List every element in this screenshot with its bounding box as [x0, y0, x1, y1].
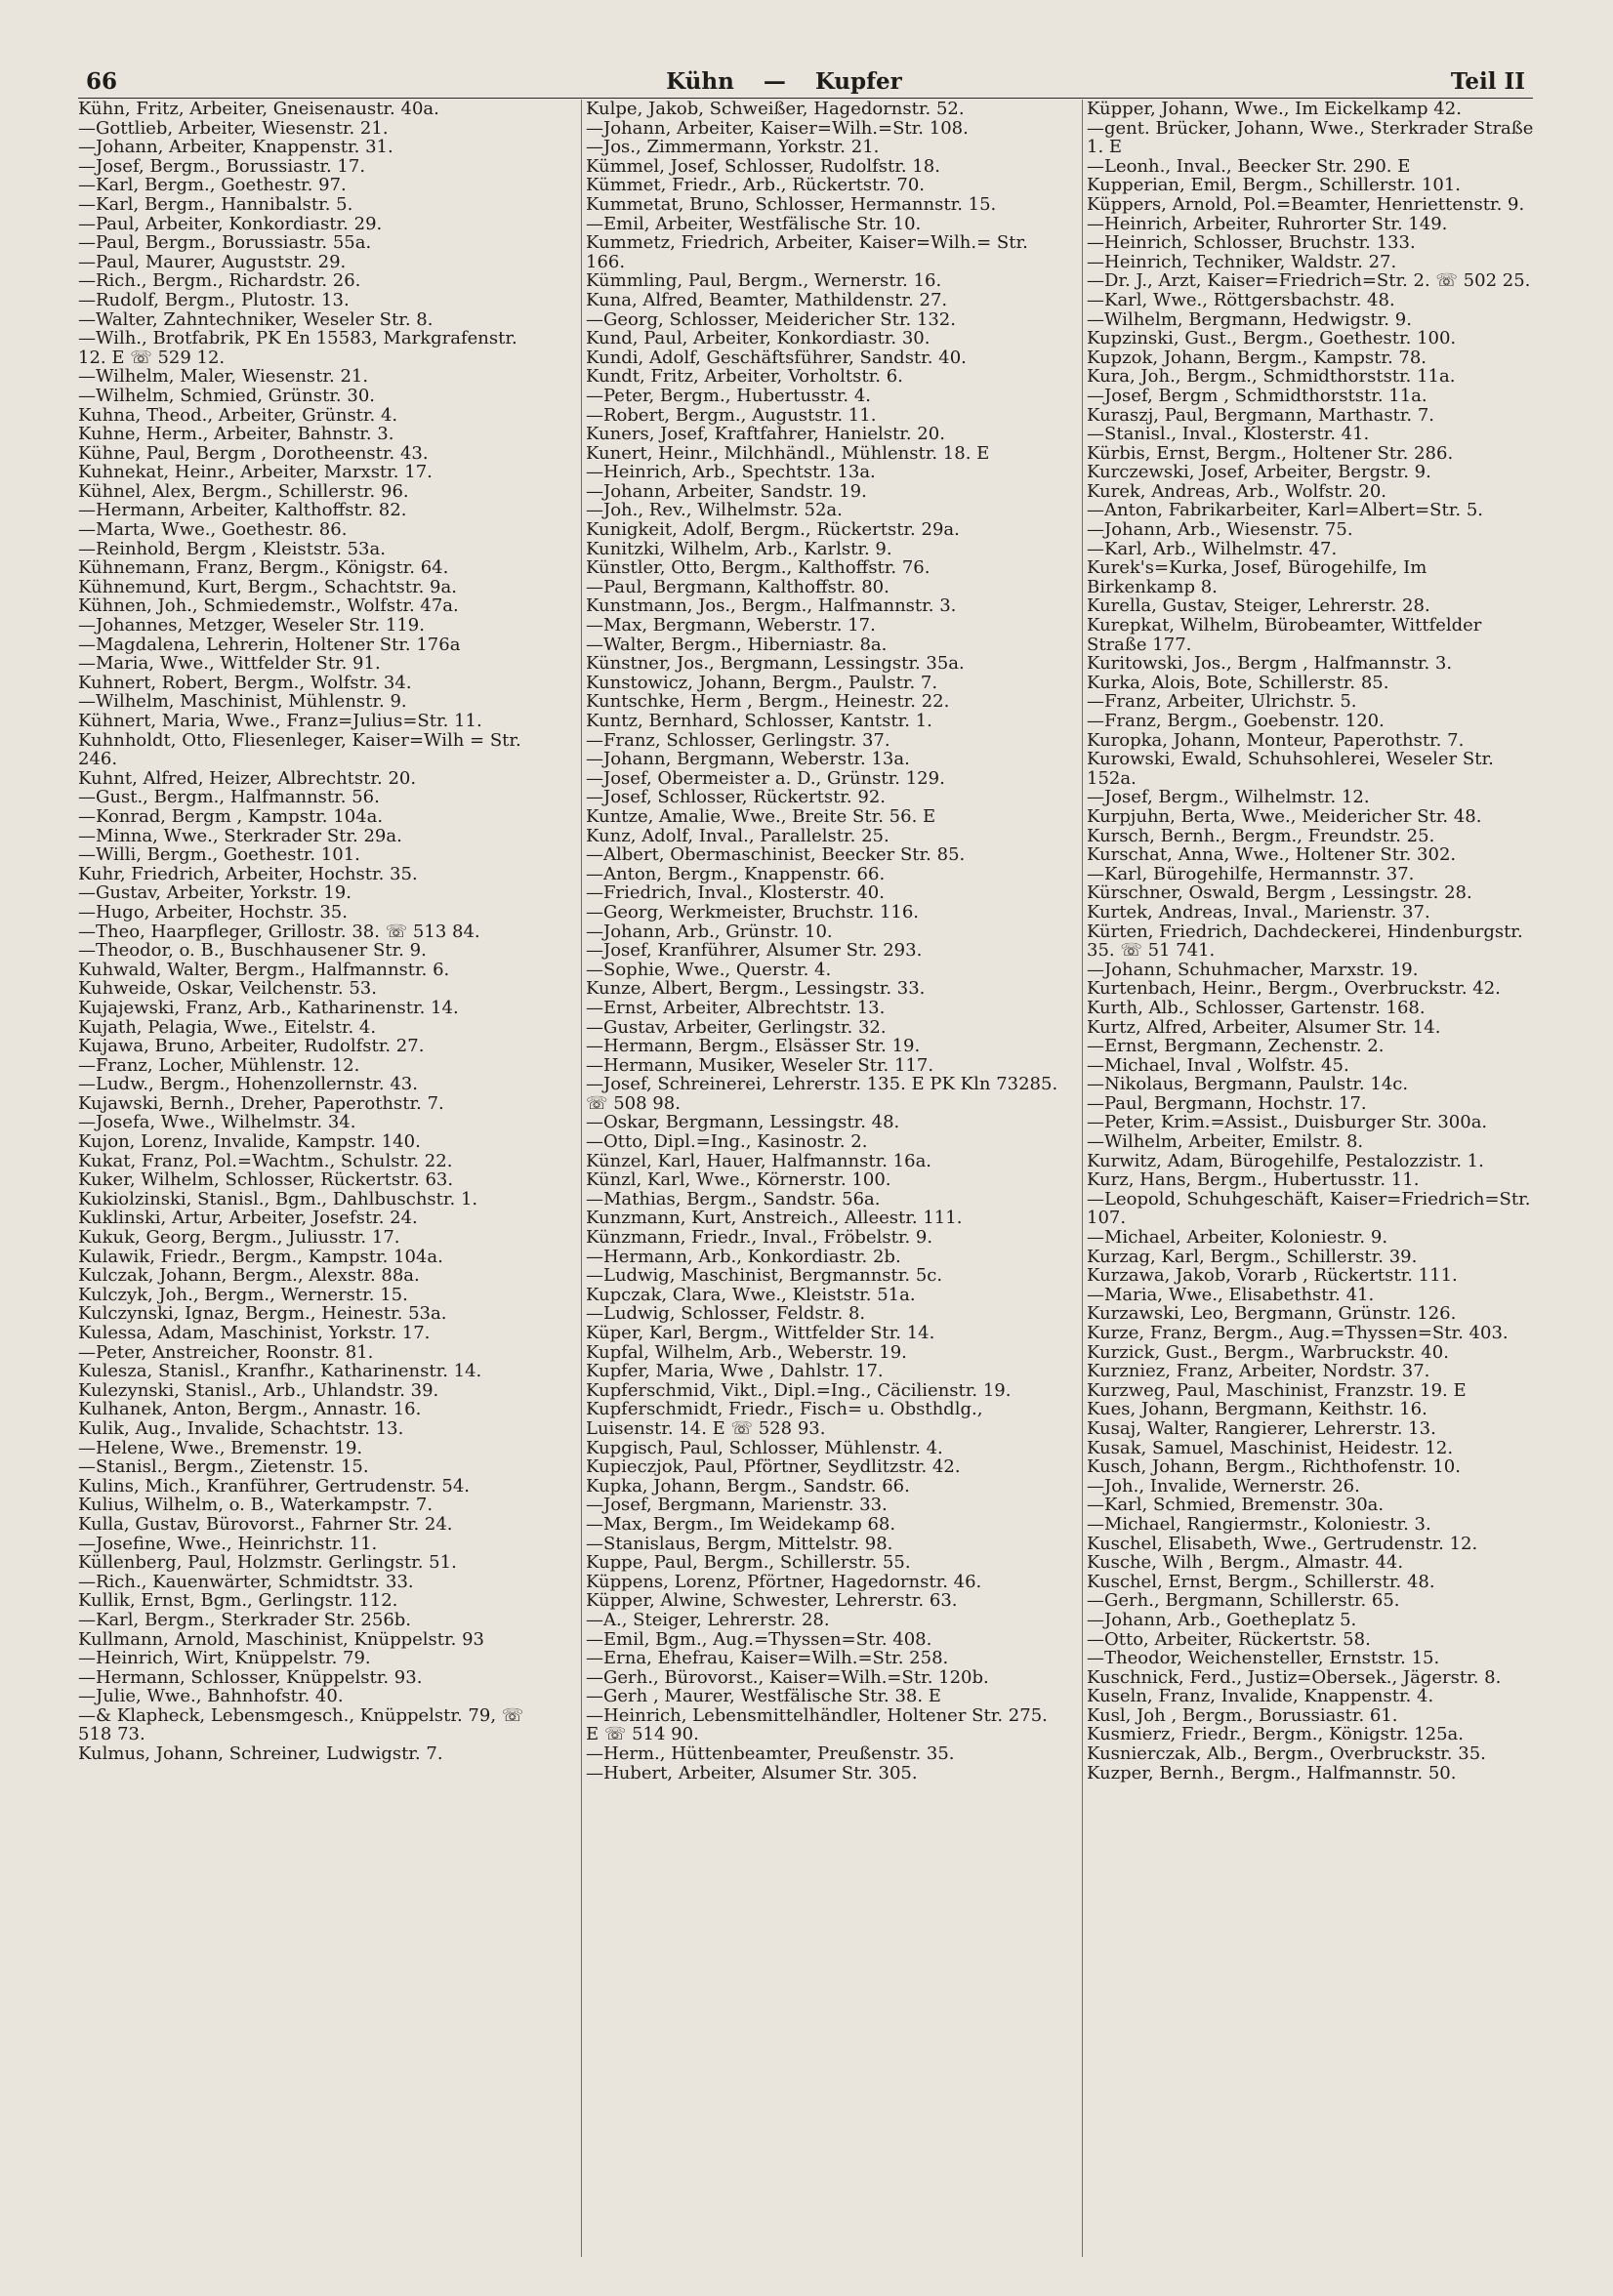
directory-entry: —Mathias, Bergm., Sandstr. 56a.	[586, 1188, 881, 1210]
directory-entry: Kürbis, Ernst, Bergm., Holtener Str. 286.	[1087, 442, 1454, 464]
directory-entry: Küper, Karl, Bergm., Wittfelder Str. 14.	[586, 1323, 935, 1343]
directory-entry: Kurzawski, Leo, Bergmann, Grünstr. 126.	[1087, 1303, 1457, 1325]
directory-entry: —A., Steiger, Lehrerstr. 28.	[586, 1609, 830, 1630]
directory-entry: —Stanislaus, Bergm, Mittelstr. 98.	[586, 1533, 893, 1554]
directory-entry: Kummetz, Friedrich, Arbeiter, Kaiser=Wilh.= Str. 166.	[586, 232, 1028, 272]
directory-entry: Kurtenbach, Heinr., Bergm., Overbruckstr. 42.	[1087, 978, 1501, 1000]
directory-entry: Kuntschke, Herm , Bergm., Heinestr. 22.	[586, 691, 950, 713]
directory-entry: Kues, Johann, Bergmann, Keithstr. 16.	[1087, 1399, 1427, 1420]
directory-entry: —Herm., Hüttenbeamter, Preußenstr. 35.	[586, 1743, 955, 1765]
directory-entry: Kuropka, Johann, Monteur, Paperothstr. 7.	[1087, 729, 1465, 751]
directory-entry: —Otto, Dipl.=Ing., Kasinostr. 2.	[586, 1131, 868, 1153]
directory-entry: Kunz, Adolf, Inval., Parallelstr. 25.	[586, 825, 889, 846]
directory-entry: Kuhnholdt, Otto, Fliesenleger, Kaiser=Wilh = Str. 246.	[78, 729, 521, 770]
directory-entry: —Heinrich, Techniker, Waldstr. 27.	[1087, 251, 1397, 272]
directory-entry: —Max, Bergm., Im Weidekamp 68.	[586, 1513, 896, 1535]
column-2	[581, 100, 1064, 2257]
directory-entry: Kurzweg, Paul, Maschinist, Franzstr. 19. E	[1087, 1379, 1467, 1401]
directory-entry: Kurtek, Andreas, Inval., Marienstr. 37.	[1087, 901, 1430, 922]
directory-entry: Kuschel, Ernst, Bergm., Schillerstr. 48.	[1087, 1571, 1435, 1592]
directory-entry: —Rich., Kauenwärter, Schmidtstr. 33.	[78, 1571, 414, 1592]
directory-entry: —Theodor, Weichensteller, Ernststr. 15.	[1087, 1648, 1440, 1669]
directory-entry: —Karl, Schmied, Bremenstr. 30a.	[1087, 1495, 1385, 1516]
directory-entry: —Robert, Bergm., Auguststr. 11.	[586, 404, 877, 426]
directory-entry: —Albert, Obermaschinist, Beecker Str. 85.	[586, 844, 966, 866]
directory-entry: Kuschel, Elisabeth, Wwe., Gertrudenstr. 12.	[1087, 1533, 1478, 1554]
directory-entry: —Josef, Kranführer, Alsumer Str. 293.	[586, 940, 923, 962]
directory-entry: —Heinrich, Arb., Spechtstr. 13a.	[586, 462, 876, 483]
directory-entry: Kupieczjok, Paul, Pförtner, Seydlitzstr. 42.	[586, 1456, 961, 1478]
directory-entry: Kühnemann, Franz, Bergm., Königstr. 64.	[78, 557, 449, 579]
directory-entry: Kühnel, Alex, Bergm., Schillerstr. 96.	[78, 480, 409, 502]
directory-entry: Kujath, Pelagia, Wwe., Eitelstr. 4.	[78, 1016, 377, 1038]
directory-entry: —Johann, Schuhmacher, Marxstr. 19.	[1087, 959, 1419, 980]
directory-entry: Kulius, Wilhelm, o. B., Waterkampstr. 7.	[78, 1495, 434, 1516]
directory-entry: —Gerh., Bergmann, Schillerstr. 65.	[1087, 1590, 1400, 1612]
directory-entry: —Magdalena, Lehrerin, Holtener Str. 176a	[78, 634, 461, 655]
directory-entry: Künzel, Karl, Hauer, Halfmannstr. 16a.	[586, 1150, 932, 1171]
directory-entry: Kurschat, Anna, Wwe., Holtener Str. 302.	[1087, 844, 1457, 866]
directory-entry: Kurella, Gustav, Steiger, Lehrerstr. 28.	[1087, 595, 1430, 617]
directory-entry: —Josefine, Wwe., Heinrichstr. 11.	[78, 1533, 378, 1554]
directory-entry: —Heinrich, Arbeiter, Ruhrorter Str. 149.	[1087, 213, 1448, 234]
directory-entry: Kujajewski, Franz, Arb., Katharinenstr. 14.	[78, 997, 459, 1018]
directory-entry: Kuna, Alfred, Beamter, Mathildenstr. 27.	[586, 289, 948, 310]
directory-entry: Kurepkat, Wilhelm, Bürobeamter, Wittfelder Straße 177.	[1087, 615, 1482, 655]
directory-entry: Kusch, Johann, Bergm., Richthofenstr. 10.	[1087, 1456, 1461, 1478]
directory-entry: —Otto, Arbeiter, Rückertstr. 58.	[1087, 1628, 1371, 1650]
directory-entry: —Emil, Arbeiter, Westfälische Str. 10.	[586, 213, 922, 234]
directory-entry: —Gustav, Arbeiter, Yorkstr. 19.	[78, 882, 352, 904]
directory-entry: —Hermann, Bergm., Elsässer Str. 19.	[586, 1036, 921, 1057]
directory-entry: —Wilh., Brotfabrik, PK En 15583, Markgrafenstr. 12. E ☏ 529 12.	[78, 328, 517, 368]
directory-entry: Kulmus, Johann, Schreiner, Ludwigstr. 7.	[78, 1743, 443, 1765]
directory-entry: —Franz, Schlosser, Gerlingstr. 37.	[586, 729, 890, 751]
directory-entry: Kusnierczak, Alb., Bergm., Overbruckstr. 35.	[1087, 1743, 1486, 1765]
directory-entry: Kupferschmid, Vikt., Dipl.=Ing., Cäcilienstr. 19.	[586, 1379, 1012, 1401]
directory-entry: —Wilhelm, Schmied, Grünstr. 30.	[78, 385, 375, 406]
directory-entry: Küppens, Lorenz, Pförtner, Hagedornstr. 46.	[586, 1571, 982, 1592]
directory-entry: Kuklinski, Artur, Arbeiter, Josefstr. 24.	[78, 1208, 418, 1229]
directory-entry: —Hermann, Schlosser, Knüppelstr. 93.	[78, 1666, 423, 1688]
directory-entry: —Wilhelm, Maler, Wiesenstr. 21.	[78, 366, 369, 388]
directory-entry: Kulczynski, Ignaz, Bergm., Heinestr. 53a.	[78, 1303, 447, 1325]
directory-entry: —Georg, Werkmeister, Bruchstr. 116.	[586, 901, 920, 922]
page-number: 66	[86, 67, 118, 95]
directory-entry: —Hubert, Arbeiter, Alsumer Str. 305.	[586, 1762, 918, 1784]
directory-entry: —Johann, Arbeiter, Knappenstr. 31.	[78, 137, 393, 158]
directory-entry: —Josef, Obermeister a. D., Grünstr. 129.	[586, 767, 945, 789]
directory-entry: Kunitzki, Wilhelm, Arb., Karlstr. 9.	[586, 538, 892, 559]
directory-entry: —Sophie, Wwe., Querstr. 4.	[586, 959, 832, 980]
directory-entry: —Rich., Bergm., Richardstr. 26.	[78, 270, 361, 292]
directory-entry: —Johann, Bergmann, Weberstr. 13a.	[586, 749, 910, 770]
directory-entry: —Karl, Arb., Wilhelmstr. 47.	[1087, 538, 1338, 559]
directory-entry: Kusche, Wilh , Bergm., Almastr. 44.	[1087, 1552, 1404, 1574]
directory-entry: Kurzick, Gust., Bergm., Warbruckstr. 40.	[1087, 1341, 1449, 1363]
directory-entry: Kunzmann, Kurt, Anstreich., Alleestr. 111.	[586, 1208, 963, 1229]
directory-entry: Kupferschmidt, Friedr., Fisch= u. Obsthdlg., Luisenstr. 14. E ☏ 528 93.	[586, 1399, 983, 1439]
directory-entry: Kunigkeit, Adolf, Bergm., Rückertstr. 29a.	[586, 519, 960, 541]
range-start: Kühn	[666, 67, 734, 95]
directory-entry: Kühnen, Joh., Schmiedemstr., Wolfstr. 47a.	[78, 595, 459, 617]
directory-entry: —Minna, Wwe., Sterkrader Str. 29a.	[78, 825, 402, 846]
directory-entry: Kurz, Hans, Bergm., Hubertusstr. 11.	[1087, 1169, 1420, 1191]
directory-entry: Kümmel, Josef, Schlosser, Rudolfstr. 18.	[586, 155, 940, 177]
directory-entry: —Josef, Bergm , Schmidthorststr. 11a.	[1087, 385, 1427, 406]
directory-entry: —Nikolaus, Bergmann, Paulstr. 14c.	[1087, 1074, 1409, 1095]
directory-entry: Kuhnt, Alfred, Heizer, Albrechtstr. 20.	[78, 767, 417, 789]
directory-entry: —Paul, Bergm., Borussiastr. 55a.	[78, 232, 372, 254]
directory-entry: —Heinrich, Wirt, Knüppelstr. 79.	[78, 1648, 371, 1669]
directory-entry: Küpper, Johann, Wwe., Im Eickelkamp 42.	[1087, 100, 1462, 119]
directory-entry: —Wilhelm, Bergmann, Hedwigstr. 9.	[1087, 308, 1412, 330]
directory-entry: —Heinrich, Lebensmittelhändler, Holtener Str. 275. E ☏ 514 90.	[586, 1704, 1048, 1745]
directory-entry: Kuseln, Franz, Invalide, Knappenstr. 4.	[1087, 1686, 1434, 1707]
directory-entry: —Johannes, Metzger, Weseler Str. 119.	[78, 615, 425, 636]
directory-entry: —Josef, Bergm., Wilhelmstr. 12.	[1087, 787, 1370, 808]
directory-entry: Kunze, Albert, Bergm., Lessingstr. 33.	[586, 978, 926, 1000]
directory-entry: Kusak, Samuel, Maschinist, Heidestr. 12.	[1087, 1437, 1454, 1458]
directory-entry: Kühn, Fritz, Arbeiter, Gneisenaustr. 40a.	[78, 100, 439, 119]
directory-entry: —Oskar, Bergmann, Lessingstr. 48.	[586, 1112, 900, 1133]
directory-entry: —Walter, Zahntechniker, Weseler Str. 8.	[78, 308, 434, 330]
directory-entry: Kuntze, Amalie, Wwe., Breite Str. 56. E	[586, 805, 936, 827]
directory-entry: —Marta, Wwe., Goethestr. 86.	[78, 519, 348, 541]
directory-entry: Kummetat, Bruno, Schlosser, Hermannstr. 15.	[586, 193, 997, 215]
directory-entry: Kundi, Adolf, Geschäftsführer, Sandstr. 40.	[586, 347, 967, 368]
directory-entry: Kund, Paul, Arbeiter, Konkordiastr. 30.	[586, 328, 931, 349]
directory-entry: Kuners, Josef, Kraftfahrer, Hanielstr. 20.	[586, 424, 945, 445]
directory-entry: —Helene, Wwe., Bremenstr. 19.	[78, 1437, 363, 1458]
directory-entry: —Johann, Arb., Goetheplatz 5.	[1087, 1609, 1357, 1630]
directory-entry: Kuhwald, Walter, Bergm., Halfmannstr. 6.	[78, 959, 450, 980]
directory-entry: Kujon, Lorenz, Invalide, Kampstr. 140.	[78, 1131, 421, 1153]
directory-entry: Kurowski, Ewald, Schuhsohlerei, Weseler Str. 152a.	[1087, 749, 1494, 789]
directory-entry: Kulesza, Stanisl., Kranfhr., Katharinenstr. 14.	[78, 1361, 482, 1382]
directory-entry: —Jos., Zimmermann, Yorkstr. 21.	[586, 137, 880, 158]
directory-entry: —Stanisl., Bergm., Zietenstr. 15.	[78, 1456, 369, 1478]
directory-entry: Kunstmann, Jos., Bergm., Halfmannstr. 3.	[586, 595, 957, 617]
directory-entry: Kurtz, Alfred, Arbeiter, Alsumer Str. 14.	[1087, 1016, 1441, 1038]
directory-entry: —Anton, Bergm., Knappenstr. 66.	[586, 863, 886, 884]
directory-entry: Kukiolzinski, Stanisl., Bgm., Dahlbuschstr. 1.	[78, 1188, 478, 1210]
directory-entry: —Walter, Bergm., Hiberniastr. 8a.	[586, 634, 888, 655]
directory-entry: —Theodor, o. B., Buschhausener Str. 9.	[78, 940, 427, 962]
directory-entry: —Gottlieb, Arbeiter, Wiesenstr. 21.	[78, 117, 389, 139]
directory-entry: Kurek, Andreas, Arb., Wolfstr. 20.	[1087, 480, 1387, 502]
directory-entry: Kujawa, Bruno, Arbeiter, Rudolfstr. 27.	[78, 1036, 425, 1057]
directory-entry: —Gerh., Bürovorst., Kaiser=Wilh.=Str. 120b.	[586, 1666, 989, 1688]
directory-entry: Kuntz, Bernhard, Schlosser, Kantstr. 1.	[586, 711, 932, 731]
directory-entry: —Joh., Rev., Wilhelmstr. 52a.	[586, 500, 843, 521]
directory-entry: Kujawski, Bernh., Dreher, Paperothstr. 7.	[78, 1092, 444, 1114]
directory-entry: —Willi, Bergm., Goethestr. 101.	[78, 844, 360, 866]
directory-entry: Kupgisch, Paul, Schlosser, Mühlenstr. 4.	[586, 1437, 943, 1458]
directory-entry: —Gust., Bergm., Halfmannstr. 56.	[78, 787, 380, 808]
directory-entry: Küllenberg, Paul, Holzmstr. Gerlingstr. 51.	[78, 1552, 457, 1574]
directory-entry: Künstner, Jos., Bergmann, Lessingstr. 35a.	[586, 653, 965, 675]
directory-entry: —Johann, Arbeiter, Kaiser=Wilh.=Str. 108.	[586, 117, 969, 139]
directory-entry: —Josef, Schreinerei, Lehrerstr. 135. E PK Kln 73285. ☏ 508 98.	[586, 1074, 1058, 1114]
directory-entry: Kuraszj, Paul, Bergmann, Marthastr. 7.	[1087, 404, 1435, 426]
directory-entry: —Hermann, Musiker, Weseler Str. 117.	[586, 1054, 934, 1076]
directory-entry: Kupperian, Emil, Bergm., Schillerstr. 101.	[1087, 175, 1462, 196]
directory-entry: —Paul, Maurer, Auguststr. 29.	[78, 251, 347, 272]
directory-entry: Kursch, Bernh., Bergm., Freundstr. 25.	[1087, 825, 1435, 846]
directory-entry: Kunert, Heinr., Milchhändl., Mühlenstr. 18. E	[586, 442, 990, 464]
directory-entry: —Paul, Bergmann, Kalthoffstr. 80.	[586, 576, 889, 597]
directory-entry: Kurth, Alb., Schlosser, Gartenstr. 168.	[1087, 997, 1426, 1018]
directory-entry: —Ludw., Bergm., Hohenzollernstr. 43.	[78, 1074, 418, 1095]
directory-entry: Küppers, Arnold, Pol.=Beamter, Henriettenstr. 9.	[1087, 193, 1525, 215]
directory-entry: —Maria, Wwe., Elisabethstr. 41.	[1087, 1284, 1375, 1305]
directory-entry: —Peter, Anstreicher, Roonstr. 81.	[78, 1341, 374, 1363]
directory-entry: —Julie, Wwe., Bahnhofstr. 40.	[78, 1686, 344, 1707]
directory-entry: —Maria, Wwe., Wittfelder Str. 91.	[78, 653, 381, 675]
directory-entry: —Wilhelm, Arbeiter, Emilstr. 8.	[1087, 1131, 1364, 1153]
directory-entry: Küpper, Alwine, Schwester, Lehrerstr. 63.	[586, 1590, 958, 1612]
directory-entry: —Anton, Fabrikarbeiter, Karl=Albert=Str. 5.	[1087, 500, 1483, 521]
directory-entry: Künzmann, Friedr., Inval., Fröbelstr. 9.	[586, 1227, 933, 1249]
directory-entry: —Karl, Bergm., Hannibalstr. 5.	[78, 193, 353, 215]
directory-entry: Kuritowski, Jos., Bergm , Halfmannstr. 3.	[1087, 653, 1453, 675]
directory-entry: —Stanisl., Inval., Klosterstr. 41.	[1087, 424, 1370, 445]
directory-entry: Kuhna, Theod., Arbeiter, Grünstr. 4.	[78, 404, 398, 426]
directory-entry: —Dr. J., Arzt, Kaiser=Friedrich=Str. 2. ☏ 502 25.	[1087, 270, 1531, 292]
directory-entry: Kukuk, Georg, Bergm., Juliusstr. 17.	[78, 1227, 400, 1249]
directory-entry: Kupzok, Johann, Bergm., Kampstr. 78.	[1087, 347, 1427, 368]
directory-entry: —Gustav, Arbeiter, Gerlingstr. 32.	[586, 1016, 887, 1038]
directory-entry: Kümmet, Friedr., Arb., Rückertstr. 70.	[586, 175, 926, 196]
directory-entry: —Konrad, Bergm , Kampstr. 104a.	[78, 805, 384, 827]
directory-entry: —Michael, Inval , Wolfstr. 45.	[1087, 1054, 1349, 1076]
column-1	[78, 100, 547, 2257]
directory-entry: Kullmann, Arnold, Maschinist, Knüppelstr. 93	[78, 1628, 484, 1650]
directory-entry: —Peter, Krim.=Assist., Duisburger Str. 300a.	[1087, 1112, 1488, 1133]
directory-entry: Kura, Joh., Bergm., Schmidthorststr. 11a.	[1087, 366, 1456, 388]
directory-entry: —Josef, Bergm., Borussiastr. 17.	[78, 155, 366, 177]
directory-entry: Kulik, Aug., Invalide, Schachtstr. 13.	[78, 1417, 404, 1439]
directory-entry: —Karl, Bürogehilfe, Hermannstr. 37.	[1087, 863, 1415, 884]
directory-entry: —Gerh , Maurer, Westfälische Str. 38. E	[586, 1686, 941, 1707]
directory-entry: Kupzinski, Gust., Bergm., Goethestr. 100.	[1087, 328, 1457, 349]
directory-entry: Kurzniez, Franz, Arbeiter, Nordstr. 37.	[1087, 1361, 1430, 1382]
directory-entry: Kundt, Fritz, Arbeiter, Vorholtstr. 6.	[586, 366, 903, 388]
name-range	[666, 68, 902, 95]
directory-entry: —Leonh., Inval., Beecker Str. 290. E	[1087, 155, 1411, 177]
directory-entry: Kusmierz, Friedr., Bergm., Königstr. 125a.	[1087, 1724, 1464, 1745]
directory-entry: Kupka, Johann, Bergm., Sandstr. 66.	[586, 1475, 910, 1496]
directory-entry: —Johann, Arb., Grünstr. 10.	[586, 921, 833, 942]
directory-entry: Kulla, Gustav, Bürovorst., Fahrner Str. 24.	[78, 1513, 453, 1535]
directory-entry: Kurka, Alois, Bote, Schillerstr. 85.	[1087, 672, 1389, 693]
directory-entry: Kulezynski, Stanisl., Arb., Uhlandstr. 39.	[78, 1379, 439, 1401]
page-header	[86, 64, 1525, 98]
directory-entry: Kulins, Mich., Kranführer, Gertrudenstr. 54.	[78, 1475, 471, 1496]
directory-entry: Kurzag, Karl, Bergm., Schillerstr. 39.	[1087, 1246, 1418, 1267]
directory-entry: Kupczak, Clara, Wwe., Kleiststr. 51a.	[586, 1284, 916, 1305]
directory-entry: —& Klapheck, Lebensmgesch., Knüppelstr. 79, ☏ 518 73.	[78, 1704, 524, 1745]
directory-entry: —Rudolf, Bergm., Plutostr. 13.	[78, 289, 350, 310]
directory-entry: Künstler, Otto, Bergm., Kalthoffstr. 76.	[586, 557, 931, 579]
directory-entry: Kurwitz, Adam, Bürogehilfe, Pestalozzistr. 1.	[1087, 1150, 1484, 1171]
directory-entry: Kuker, Wilhelm, Schlosser, Rückertstr. 63.	[78, 1169, 454, 1191]
directory-entry: —Joh., Invalide, Wernerstr. 26.	[1087, 1475, 1360, 1496]
directory-entry: —Ernst, Bergmann, Zechenstr. 2.	[1087, 1036, 1385, 1057]
directory-entry: —Ernst, Arbeiter, Albrechtstr. 13.	[586, 997, 886, 1018]
directory-entry: —Hugo, Arbeiter, Hochstr. 35.	[78, 901, 348, 922]
directory-entry: Kulawik, Friedr., Bergm., Kampstr. 104a.	[78, 1246, 443, 1267]
directory-entry: —Paul, Arbeiter, Konkordiastr. 29.	[78, 213, 383, 234]
directory-entry: Künzl, Karl, Wwe., Körnerstr. 100.	[586, 1169, 891, 1191]
directory-entry: Kühne, Paul, Bergm , Dorotheenstr. 43.	[78, 442, 429, 464]
directory-entry: Kulpe, Jakob, Schweißer, Hagedornstr. 52.	[586, 100, 965, 119]
directory-entry: —Leopold, Schuhgeschäft, Kaiser=Friedrich=Str. 107.	[1087, 1188, 1531, 1229]
directory-entry: Kurpjuhn, Berta, Wwe., Meidericher Str. 48.	[1087, 805, 1482, 827]
directory-entry: Kühnert, Maria, Wwe., Franz=Julius=Str. 11.	[78, 711, 482, 731]
directory-entry: Kupfer, Maria, Wwe , Dahlstr. 17.	[586, 1361, 884, 1382]
directory-entry: Kühnemund, Kurt, Bergm., Schachtstr. 9a.	[78, 576, 457, 597]
directory-entry: Kupfal, Wilhelm, Arb., Weberstr. 19.	[586, 1341, 907, 1363]
directory-entry: —Ludwig, Maschinist, Bergmannstr. 5c.	[586, 1265, 943, 1287]
directory-entry: Kukat, Franz, Pol.=Wachtm., Schulstr. 22.	[78, 1150, 453, 1171]
directory-entry: —Peter, Bergm., Hubertusstr. 4.	[586, 385, 871, 406]
column-3	[1082, 100, 1536, 2257]
directory-entry: —Karl, Bergm., Sterkrader Str. 256b.	[78, 1609, 412, 1630]
directory-entry: Kusl, Joh , Bergm., Borussiastr. 61.	[1087, 1704, 1398, 1726]
part-label: Teil II	[1450, 67, 1525, 95]
directory-entry: —Wilhelm, Maschinist, Mühlenstr. 9.	[78, 691, 407, 713]
directory-entry: —Michael, Rangiermstr., Koloniestr. 3.	[1087, 1513, 1431, 1535]
directory-entry: Kullik, Ernst, Bgm., Gerlingstr. 112.	[78, 1590, 398, 1612]
directory-entry: Kürten, Friedrich, Dachdeckerei, Hindenburgstr. 35. ☏ 51 741.	[1087, 921, 1523, 962]
directory-entry: Kunstowicz, Johann, Bergm., Paulstr. 7.	[586, 672, 938, 693]
header-rule	[78, 98, 1533, 99]
directory-entry: —Reinhold, Bergm , Kleiststr. 53a.	[78, 538, 386, 559]
directory-entry: Kurzawa, Jakob, Vorarb , Rückertstr. 111.	[1087, 1265, 1458, 1287]
directory-entry: —Franz, Bergm., Goebenstr. 120.	[1087, 711, 1385, 731]
directory-entry: Kuhne, Herm., Arbeiter, Bahnstr. 3.	[78, 424, 394, 445]
directory-entry: Kürschner, Oswald, Bergm , Lessingstr. 28.	[1087, 882, 1472, 904]
directory-entry: Kurek's=Kurka, Josef, Bürogehilfe, Im Birkenkamp 8.	[1087, 557, 1427, 597]
directory-entry: Kulczyk, Joh., Bergm., Wernerstr. 15.	[78, 1284, 408, 1305]
directory-entry: Kümmling, Paul, Bergm., Wernerstr. 16.	[586, 270, 942, 292]
directory-entry: Kuhnekat, Heinr., Arbeiter, Marxstr. 17.	[78, 462, 433, 483]
directory-entry: Kuzper, Bernh., Bergm., Halfmannstr. 50.	[1087, 1762, 1457, 1784]
range-end: Kupfer	[814, 67, 902, 95]
directory-entry: —Karl, Wwe., Röttgersbachstr. 48.	[1087, 289, 1395, 310]
directory-entry: —Max, Bergmann, Weberstr. 17.	[586, 615, 876, 636]
directory-entry: Kuhweide, Oskar, Veilchenstr. 53.	[78, 978, 377, 1000]
directory-entry: —Franz, Locher, Mühlenstr. 12.	[78, 1054, 360, 1076]
directory-entry: Kuppe, Paul, Bergm., Schillerstr. 55.	[586, 1552, 911, 1574]
directory-entry: Kusaj, Walter, Rangierer, Lehrerstr. 13.	[1087, 1417, 1436, 1439]
directory-entry: —Johann, Arb., Wiesenstr. 75.	[1087, 519, 1353, 541]
directory-entry: —Karl, Bergm., Goethestr. 97.	[78, 175, 347, 196]
directory-entry: —Johann, Arbeiter, Sandstr. 19.	[586, 480, 867, 502]
directory-entry: —Heinrich, Schlosser, Bruchstr. 133.	[1087, 232, 1416, 254]
range-separator: —	[763, 67, 786, 95]
directory-entry: —Erna, Ehefrau, Kaiser=Wilh.=Str. 258.	[586, 1648, 949, 1669]
directory-entry: Kuhnert, Robert, Bergm., Wolfstr. 34.	[78, 672, 412, 693]
directory-entry: —Friedrich, Inval., Klosterstr. 40.	[586, 882, 885, 904]
directory-entry: —Ludwig, Schlosser, Feldstr. 8.	[586, 1303, 866, 1325]
directory-entry: Kuschnick, Ferd., Justiz=Obersek., Jägerstr. 8.	[1087, 1666, 1502, 1688]
directory-entry: —gent. Brücker, Johann, Wwe., Sterkrader Straße 1. E	[1087, 117, 1534, 158]
directory-entry: —Hermann, Arbeiter, Kalthoffstr. 82.	[78, 500, 407, 521]
directory-entry: Kulhanek, Anton, Bergm., Annastr. 16.	[78, 1399, 422, 1420]
directory-entry: —Franz, Arbeiter, Ulrichstr. 5.	[1087, 691, 1357, 713]
directory-entry: —Josefa, Wwe., Wilhelmstr. 34.	[78, 1112, 356, 1133]
directory-entry: —Hermann, Arb., Konkordiastr. 2b.	[586, 1246, 901, 1267]
directory-entry: —Georg, Schlosser, Meidericher Str. 132.	[586, 308, 956, 330]
directory-entry: Kulczak, Johann, Bergm., Alexstr. 88a.	[78, 1265, 420, 1287]
directory-entry: —Emil, Bgm., Aug.=Thyssen=Str. 408.	[586, 1628, 932, 1650]
directory-entry: —Paul, Bergmann, Hochstr. 17.	[1087, 1092, 1367, 1114]
directory-entry: —Theo, Haarpfleger, Grillostr. 38. ☏ 513 84.	[78, 921, 480, 942]
directory-entry: Kurczewski, Josef, Arbeiter, Bergstr. 9.	[1087, 462, 1431, 483]
directory-entry: —Josef, Bergmann, Marienstr. 33.	[586, 1495, 888, 1516]
directory-entry: —Michael, Arbeiter, Koloniestr. 9.	[1087, 1227, 1388, 1249]
directory-entry: Kuhr, Friedrich, Arbeiter, Hochstr. 35.	[78, 863, 418, 884]
directory-entry: Kurze, Franz, Bergm., Aug.=Thyssen=Str. 403.	[1087, 1323, 1509, 1343]
directory-entry: Kulessa, Adam, Maschinist, Yorkstr. 17.	[78, 1323, 431, 1343]
directory-entry: —Josef, Schlosser, Rückertstr. 92.	[586, 787, 886, 808]
